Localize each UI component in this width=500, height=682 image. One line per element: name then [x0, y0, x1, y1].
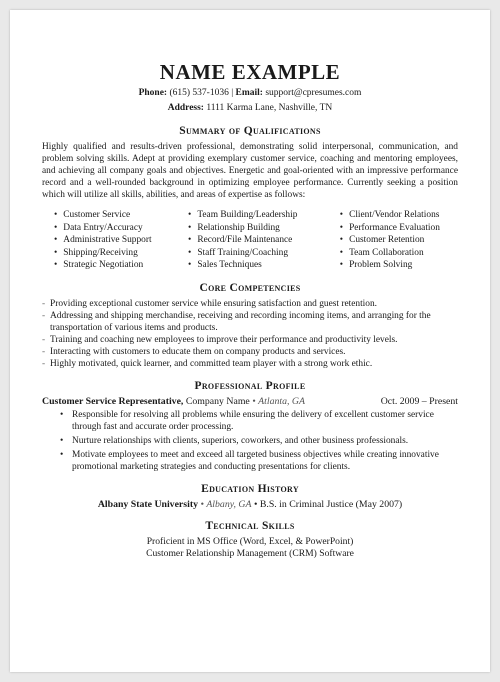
- edu-location: Albany, GA: [206, 498, 252, 510]
- skills-grid: [54, 209, 458, 272]
- address-value: 1111 Karma Lane, Nashville, TN: [206, 103, 333, 113]
- education-heading: Education History: [201, 482, 299, 495]
- contact-separator: |: [231, 88, 234, 98]
- job-title: Customer Service Representative,: [42, 395, 184, 407]
- job-location: Atlanta, GA: [258, 395, 305, 407]
- competency-item: - Highly motivated, quick learner, and committed team player with a strong work ethic.: [42, 358, 373, 369]
- skill-item: • Customer Retention: [340, 234, 458, 247]
- skill-item: • Record/File Maintenance: [188, 234, 340, 247]
- institution: Albany State University: [97, 498, 198, 510]
- candidate-name: NAME EXAMPLE: [159, 60, 341, 84]
- skill-item: • Client/Vendor Relations: [340, 209, 458, 222]
- skill-item: • Sales Techniques: [188, 259, 340, 272]
- competency-item: - Providing exceptional customer service while ensuring satisfaction and guest retention.: [42, 298, 377, 309]
- edu-separator: •: [200, 498, 204, 510]
- competencies-heading: Core Competencies: [199, 281, 301, 294]
- summary-heading: Summary of Qualifications: [179, 125, 321, 137]
- job-bullet: • Motivate employees to meet and exceed all targeted business objectives while creating innovative promotional marketing strategies and conducting presentations for clients.: [60, 449, 458, 473]
- competency-item: - Training and coaching new employees to improve their performance and productivity levels.: [42, 334, 398, 345]
- job-line: [42, 396, 458, 407]
- email-address: support@cpresumes.com: [265, 88, 362, 98]
- competencies-list: [42, 298, 458, 370]
- skill-item: • Customer Service: [54, 209, 188, 222]
- email-label: Email:: [235, 88, 263, 98]
- skill-item: • Data Entry/Accuracy: [54, 222, 188, 235]
- edu-separator: •: [253, 498, 258, 510]
- skill-item: • Team Collaboration: [340, 247, 458, 260]
- skills-column-2: [188, 209, 340, 272]
- skill-item: • Problem Solving: [340, 259, 458, 272]
- address-label: Address:: [167, 103, 204, 113]
- profile-heading: Professional Profile: [194, 379, 306, 392]
- technical-heading: Technical Skills: [205, 519, 295, 532]
- skill-item: • Staff Training/Coaching: [188, 247, 340, 260]
- resume-page: [10, 10, 490, 672]
- phone-label: Phone:: [138, 88, 168, 98]
- job-info: [42, 396, 305, 407]
- skill-item: • Performance Evaluation: [340, 222, 458, 235]
- skill-item: • Administrative Support: [54, 234, 188, 247]
- competency-item: - Addressing and shipping merchandise, receiving and recording incoming items, and arranging for the transportation of various items and products.: [42, 310, 431, 333]
- company-name: Company Name: [185, 395, 250, 407]
- phone-number: (615) 537-1036: [169, 88, 229, 98]
- skill-item: • Relationship Building: [188, 222, 340, 235]
- job-bullet: • Nurture relationships with clients, superiors, coworkers, and other business professionals.: [60, 435, 458, 447]
- technical-line-1: Proficient in MS Office (Word, Excel, & PowerPoint): [146, 535, 354, 547]
- contact-line: [42, 87, 458, 100]
- job-dates: Oct. 2009 – Present: [380, 395, 458, 407]
- degree: B.S. in Criminal Justice (May 2007): [259, 498, 403, 510]
- location-separator: •: [252, 395, 256, 407]
- skill-item: • Strategic Negotiation: [54, 259, 188, 272]
- skill-item: • Shipping/Receiving: [54, 247, 188, 260]
- job-bullets: [60, 409, 458, 473]
- job-bullet: • Responsible for resolving all problems while ensuring the delivery of excellent customer service through fast and accurate order processing.: [60, 409, 458, 433]
- competency-item: - Interacting with customers to educate them on company products and services.: [42, 346, 346, 357]
- technical-line-2: Customer Relationship Management (CRM) Software: [146, 548, 354, 559]
- address-line: [42, 102, 458, 115]
- skill-item: • Team Building/Leadership: [188, 209, 340, 222]
- skills-column-3: [340, 209, 458, 272]
- education-line: [42, 499, 458, 510]
- summary-text: Highly qualified and results-driven professional, demonstrating solid interpersonal, communication, and problem solving skills. Adept at providing exemplary customer service, coaching and mentoring employees, and achieving all company goals and objectives. Energetic and goal-oriented with an impressive performance record and a well-rounded background in optimizing employee performance. Currently seeking a position which will utilize all skills, abilities, and areas of expertise as follows:: [42, 142, 458, 200]
- skills-column-1: [54, 209, 188, 272]
